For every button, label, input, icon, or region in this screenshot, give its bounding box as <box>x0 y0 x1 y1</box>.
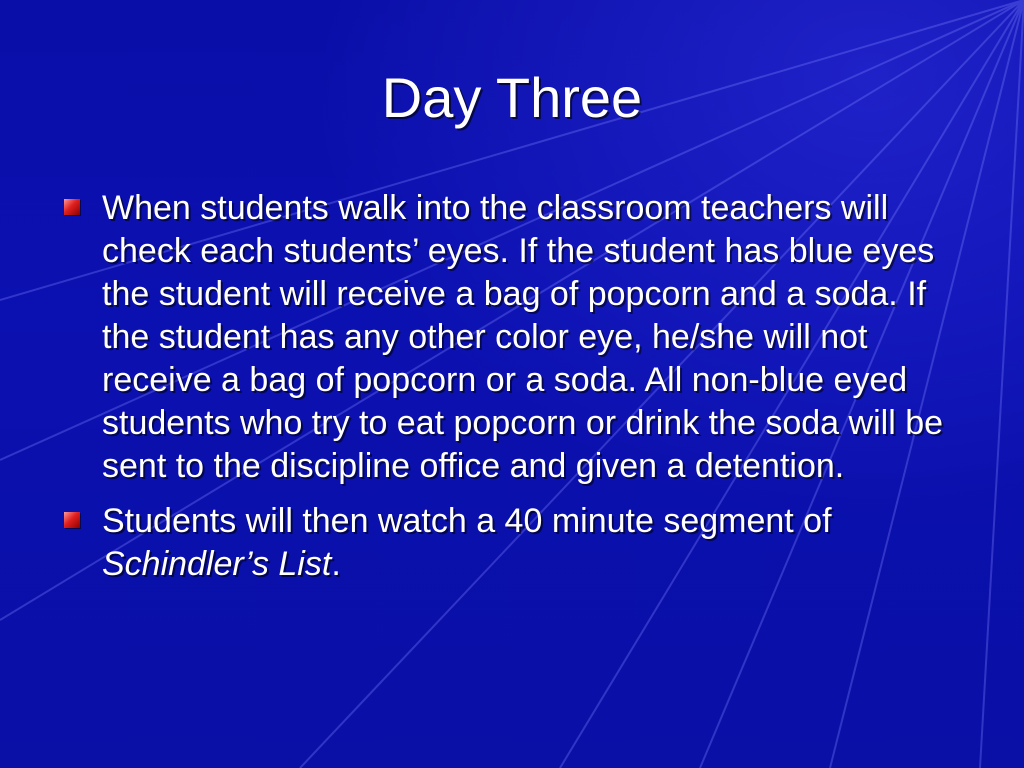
bullet-text-2: Students will then watch a 40 minute segment of <box>102 502 832 540</box>
bullet-square-icon <box>64 199 80 215</box>
bullet-text-1: When students walk into the classroom teachers will check each students’ eyes. If the student has blue eyes the student will receive a bag of popcorn and a soda. If the student has any other color eye, he/she will not receive a bag of popcorn or a soda. All non-blue eyed students who try to eat popcorn or drink the soda will be sent to the discipline office and given a detention. <box>102 189 944 485</box>
bullet-item-1 <box>62 187 982 488</box>
slide-title: Day Three <box>381 66 643 129</box>
film-title: Schindler’s List <box>102 545 332 583</box>
bullet-text-2-end: . <box>331 545 341 583</box>
bullet-item-2 <box>62 500 982 586</box>
bullet-square-icon <box>64 512 80 528</box>
bullet-list <box>62 187 982 598</box>
